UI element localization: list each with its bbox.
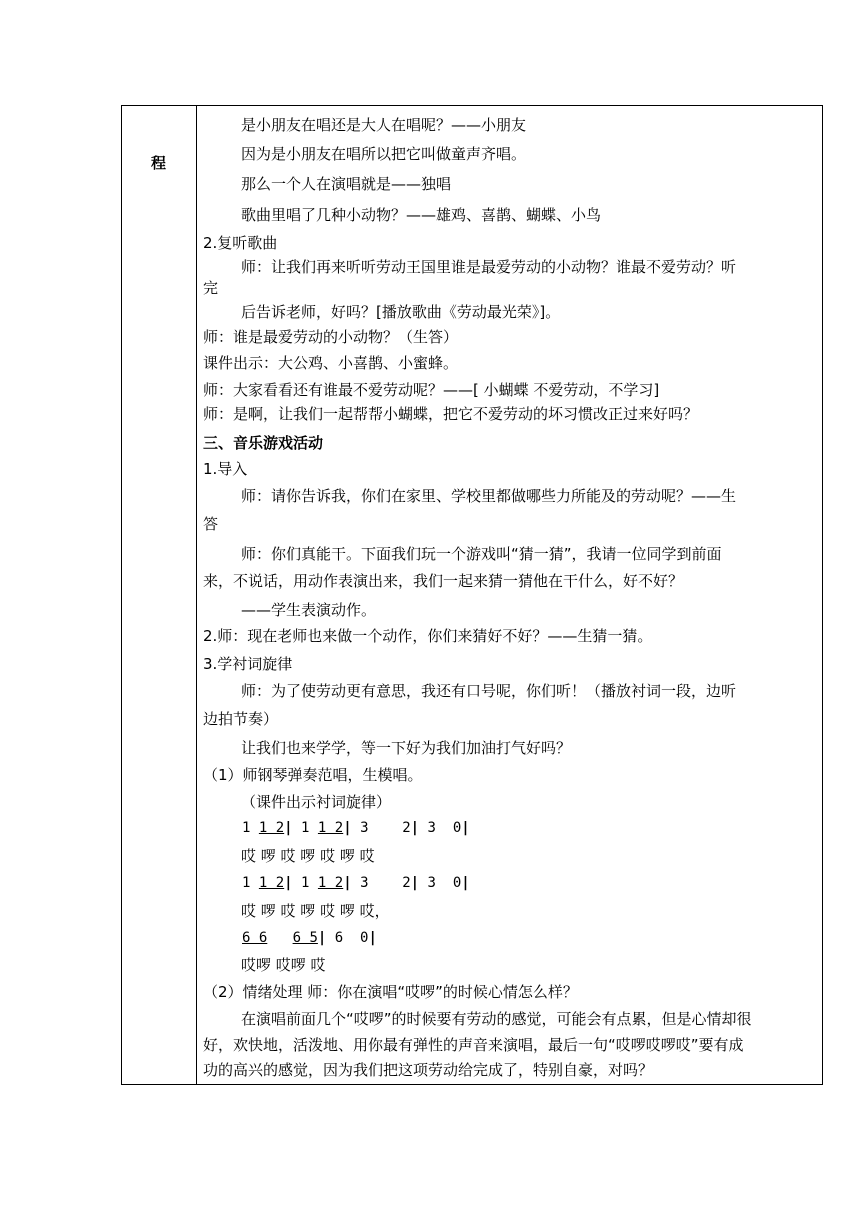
text-line: （课件出示衬词旋律） <box>241 793 392 811</box>
barline: | <box>368 930 377 946</box>
text-line: 边拍节奏） <box>203 710 279 728</box>
text-line: 师：为了使劳动更有意思，我还有口号呢，你们听！（播放衬词一段，边听 <box>241 682 737 700</box>
notation-row <box>242 818 470 838</box>
text-line: ——学生表演动作。 <box>241 601 377 619</box>
text-line: 师：大家看看还有谁最不爱劳动呢？——[ 小蝴蝶 不爱劳动，不学习] <box>203 381 660 399</box>
text-line: 是小朋友在唱还是大人在唱呢？——小朋友 <box>241 116 527 134</box>
barline: | <box>343 820 352 836</box>
note: 3 2 <box>360 875 411 891</box>
note: 3 2 <box>360 820 411 836</box>
text-line: 功的高兴的感觉，因为我们把这项劳动给完成了，特别自豪，对吗？ <box>203 1061 654 1079</box>
lesson-table <box>121 105 823 1085</box>
text-line: 师：是啊，让我们一起帮帮小蝴蝶，把它不爱劳动的坏习惯改正过来好吗？ <box>203 405 699 423</box>
text-line: 师：你们真能干。下面我们玩一个游戏叫“猜一猜”，我请一位同学到前面 <box>241 545 722 563</box>
note: 1 2 <box>317 820 344 836</box>
text-line: 师：让我们再来听听劳动王国里谁是最爱劳动的小动物？谁最不爱劳动？听 <box>241 258 737 276</box>
note: 1 2 <box>317 875 344 891</box>
note: 1 2 <box>258 875 285 891</box>
section-heading: 2.复听歌曲 <box>203 234 278 252</box>
barline: | <box>461 875 470 891</box>
barline: | <box>410 820 420 836</box>
text-line: 课件出示：大公鸡、小喜鹊、小蜜蜂。 <box>203 354 459 372</box>
text-line: 2.师：现在老师也来做一个动作，你们来猜好不好？——生猜一猜。 <box>203 627 653 645</box>
text-line: （1）师钢琴弹奏范唱，生模唱。 <box>203 766 423 784</box>
text-line: 那么一个人在演唱就是——独唱 <box>241 175 452 193</box>
note: 1 <box>242 820 251 836</box>
text-line: 师：请你告诉我，你们在家里、学校里都做哪些力所能及的劳动呢？——生 <box>241 487 737 505</box>
section-heading: 三、音乐游戏活动 <box>203 434 324 452</box>
text-line: 歌曲里唱了几种小动物？——雄鸡、喜鹊、蝴蝶、小鸟 <box>241 206 602 224</box>
notation-row <box>242 873 470 893</box>
text-line: 后告诉老师，好吗？[播放歌曲《劳动最光荣》]。 <box>241 303 561 321</box>
lyric-row: 哎 啰 哎 啰 哎 啰 哎 <box>241 847 375 865</box>
text-line: 在演唱前面几个“哎啰”的时候要有劳动的感觉，可能会有点累，但是心情却很 <box>241 1010 752 1028</box>
note: 3 0 <box>427 875 462 891</box>
text-line: 好，欢快地，活泼地、用你最有弹性的声音来演唱，最后一句“哎啰哎啰哎”要有成 <box>203 1036 744 1054</box>
note: 1 <box>301 875 310 891</box>
note: 1 <box>242 875 251 891</box>
note: 1 2 <box>258 820 285 836</box>
column-divider <box>196 106 197 1084</box>
barline: | <box>284 820 293 836</box>
text-line: 来，不说话，用动作表演出来，我们一起来猜一猜他在干什么，好不好？ <box>203 572 684 590</box>
text-line: 因为是小朋友在唱所以把它叫做童声齐唱。 <box>241 145 527 163</box>
barline: | <box>343 875 352 891</box>
barline: | <box>461 820 470 836</box>
note: 3 0 <box>427 820 462 836</box>
text-line: 让我们也来学学，等一下好为我们加油打气好吗？ <box>241 739 572 757</box>
notation-row <box>242 928 377 948</box>
text-line: 完 <box>203 279 219 297</box>
section-heading: 1.导入 <box>203 460 248 478</box>
text-line: 师：谁是最爱劳动的小动物？（生答） <box>203 328 459 346</box>
text-line: 答 <box>203 515 219 533</box>
barline: | <box>284 875 293 891</box>
lyric-row: 哎 啰 哎 啰 哎 啰 哎， <box>241 902 390 920</box>
left-column-label: 程 <box>151 154 167 172</box>
section-heading: 3.学衬词旋律 <box>203 655 293 673</box>
barline: | <box>317 930 327 946</box>
note: 6 5 <box>292 930 318 946</box>
note: 1 <box>301 820 310 836</box>
text-line: （2）情绪处理 师：你在演唱“哎啰”的时候心情怎么样？ <box>203 983 578 1001</box>
barline: | <box>410 875 420 891</box>
note: 6 0 <box>334 930 369 946</box>
note: 6 6 <box>242 930 268 946</box>
lyric-row: 哎啰 哎啰 哎 <box>241 956 326 974</box>
